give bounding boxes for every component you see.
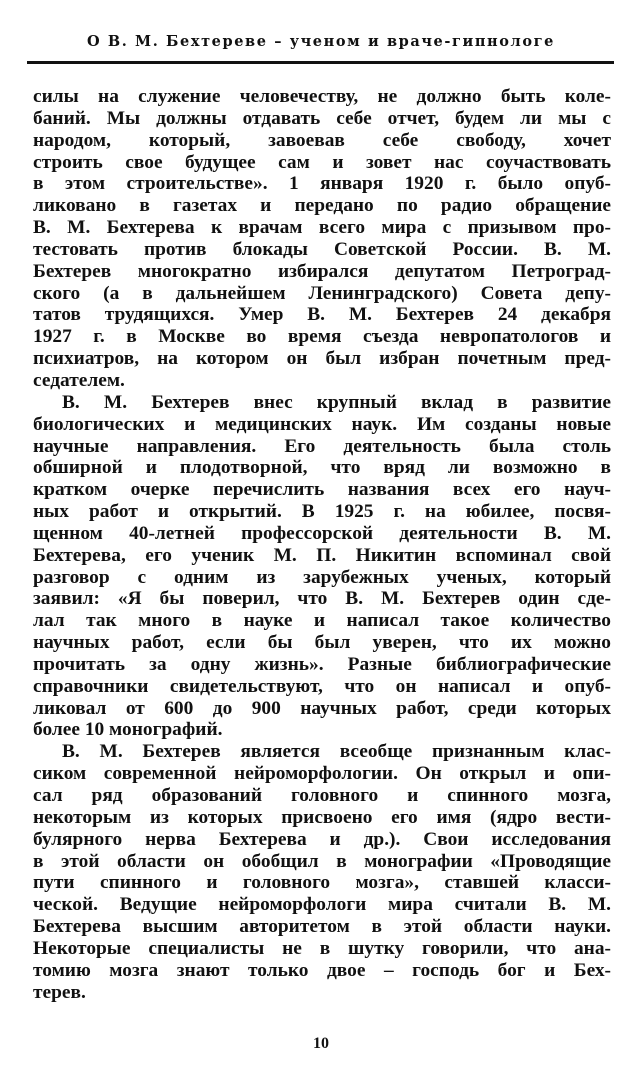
text-line: научные направления. Его деятельность была столь [33,435,611,457]
text-line: Бехтерева высшим авторитетом в этой области науки. [33,916,611,938]
text-line: ликовано в газетах и передано по радио обращение [33,195,611,217]
text-line: седателем. [33,369,125,391]
text-line: в этом строительстве». 1 января 1920 г. было опуб- [33,173,611,195]
text-line: булярного нерва Бехтерева и др.). Свои исследования [33,828,611,850]
text-line: кратком очерке перечислить названия всех его науч- [33,479,611,501]
running-head: О В. М. Бехтереве – ученом и враче-гипнологе [87,33,555,50]
text-line: обширной и плодотворной, что вряд ли возможно в [33,457,611,479]
text-line: баний. Мы должны отдавать себе отчет, будем ли мы с [33,107,611,129]
text-line: психиатров, на котором он был избран почетным пред- [33,348,611,370]
paragraph [33,741,611,1003]
text-line: биологических и медицинских наук. Им созданы новые [33,413,611,435]
text-line: разговор с одним из зарубежных ученых, который [33,566,611,588]
text-line: ского (а в дальнейшем Ленинградского) Совета депу- [33,282,611,304]
text-line: Некоторые специалисты не в шутку говорили, что ана- [33,937,611,959]
text-line: научных работ, если бы был уверен, что их можно [33,632,611,654]
text-line: справочники свидетельствуют, что он написал и опуб- [33,675,611,697]
text-line: ликовал от 600 до 900 научных работ, среди которых [33,697,611,719]
text-line: ных работ и открытий. В 1925 г. на юбилее, посвя- [33,501,611,523]
text-line: В. М. Бехтерев внес крупный вклад в развитие [62,391,611,413]
text-line: заявил: «Я бы поверил, что В. М. Бехтерев один сде- [33,588,611,610]
text-line: щенном 40-летней профессорской деятельности В. М. [33,522,611,544]
text-line: тестовать против блокады Советской России. В. М. [33,238,611,260]
text-line: томию мозга знают только двое – господь бог и Бех- [33,959,611,981]
text-line: силы на служение человечеству, не должно быть коле- [33,86,611,107]
text-line: прочитать за одну жизнь». Разные библиографические [33,653,611,675]
page-number: 10 [313,1035,329,1052]
text-line: строить свое будущее сам и зовет нас соучаствовать [33,151,611,173]
text-line: в этой области он обобщил в монографии «Проводящие [33,850,611,872]
text-line: лал так много в науке и написал такое количество [33,610,611,632]
text-line: татов трудящихся. Умер В. М. Бехтерев 24 декабря [33,304,611,326]
text-line: народом, который, завоевав себе свободу, хочет [33,129,611,151]
text-line: В. М. Бехтерева к врачам всего мира с призывом про- [33,217,611,239]
text-line: Бехтерева, его ученик М. П. Никитин вспоминал свой [33,544,611,566]
paragraph [33,86,611,392]
text-line: 1927 г. в Москве во время съезда невропатологов и [33,326,611,348]
text-line: более 10 монографий. [33,719,223,741]
text-line: сиком современной нейроморфологии. Он открыл и опи- [33,763,611,785]
text-line: терев. [33,981,86,1003]
text-line: некоторым из которых присвоено его имя (ядро вести- [33,806,611,828]
text-line: В. М. Бехтерев является всеобще признанным клас- [62,741,611,763]
paragraph [33,392,611,742]
text-line: пути спинного и головного мозга», ставшей класси- [33,872,611,894]
text-line: сал ряд образований головного и спинного мозга, [33,785,611,806]
header-rule [27,61,614,64]
body-text [33,86,611,1003]
text-line: ческой. Ведущие нейроморфологи мира считали В. М. [33,894,611,916]
text-line: Бехтерев многократно избирался депутатом Петроград- [33,260,611,282]
